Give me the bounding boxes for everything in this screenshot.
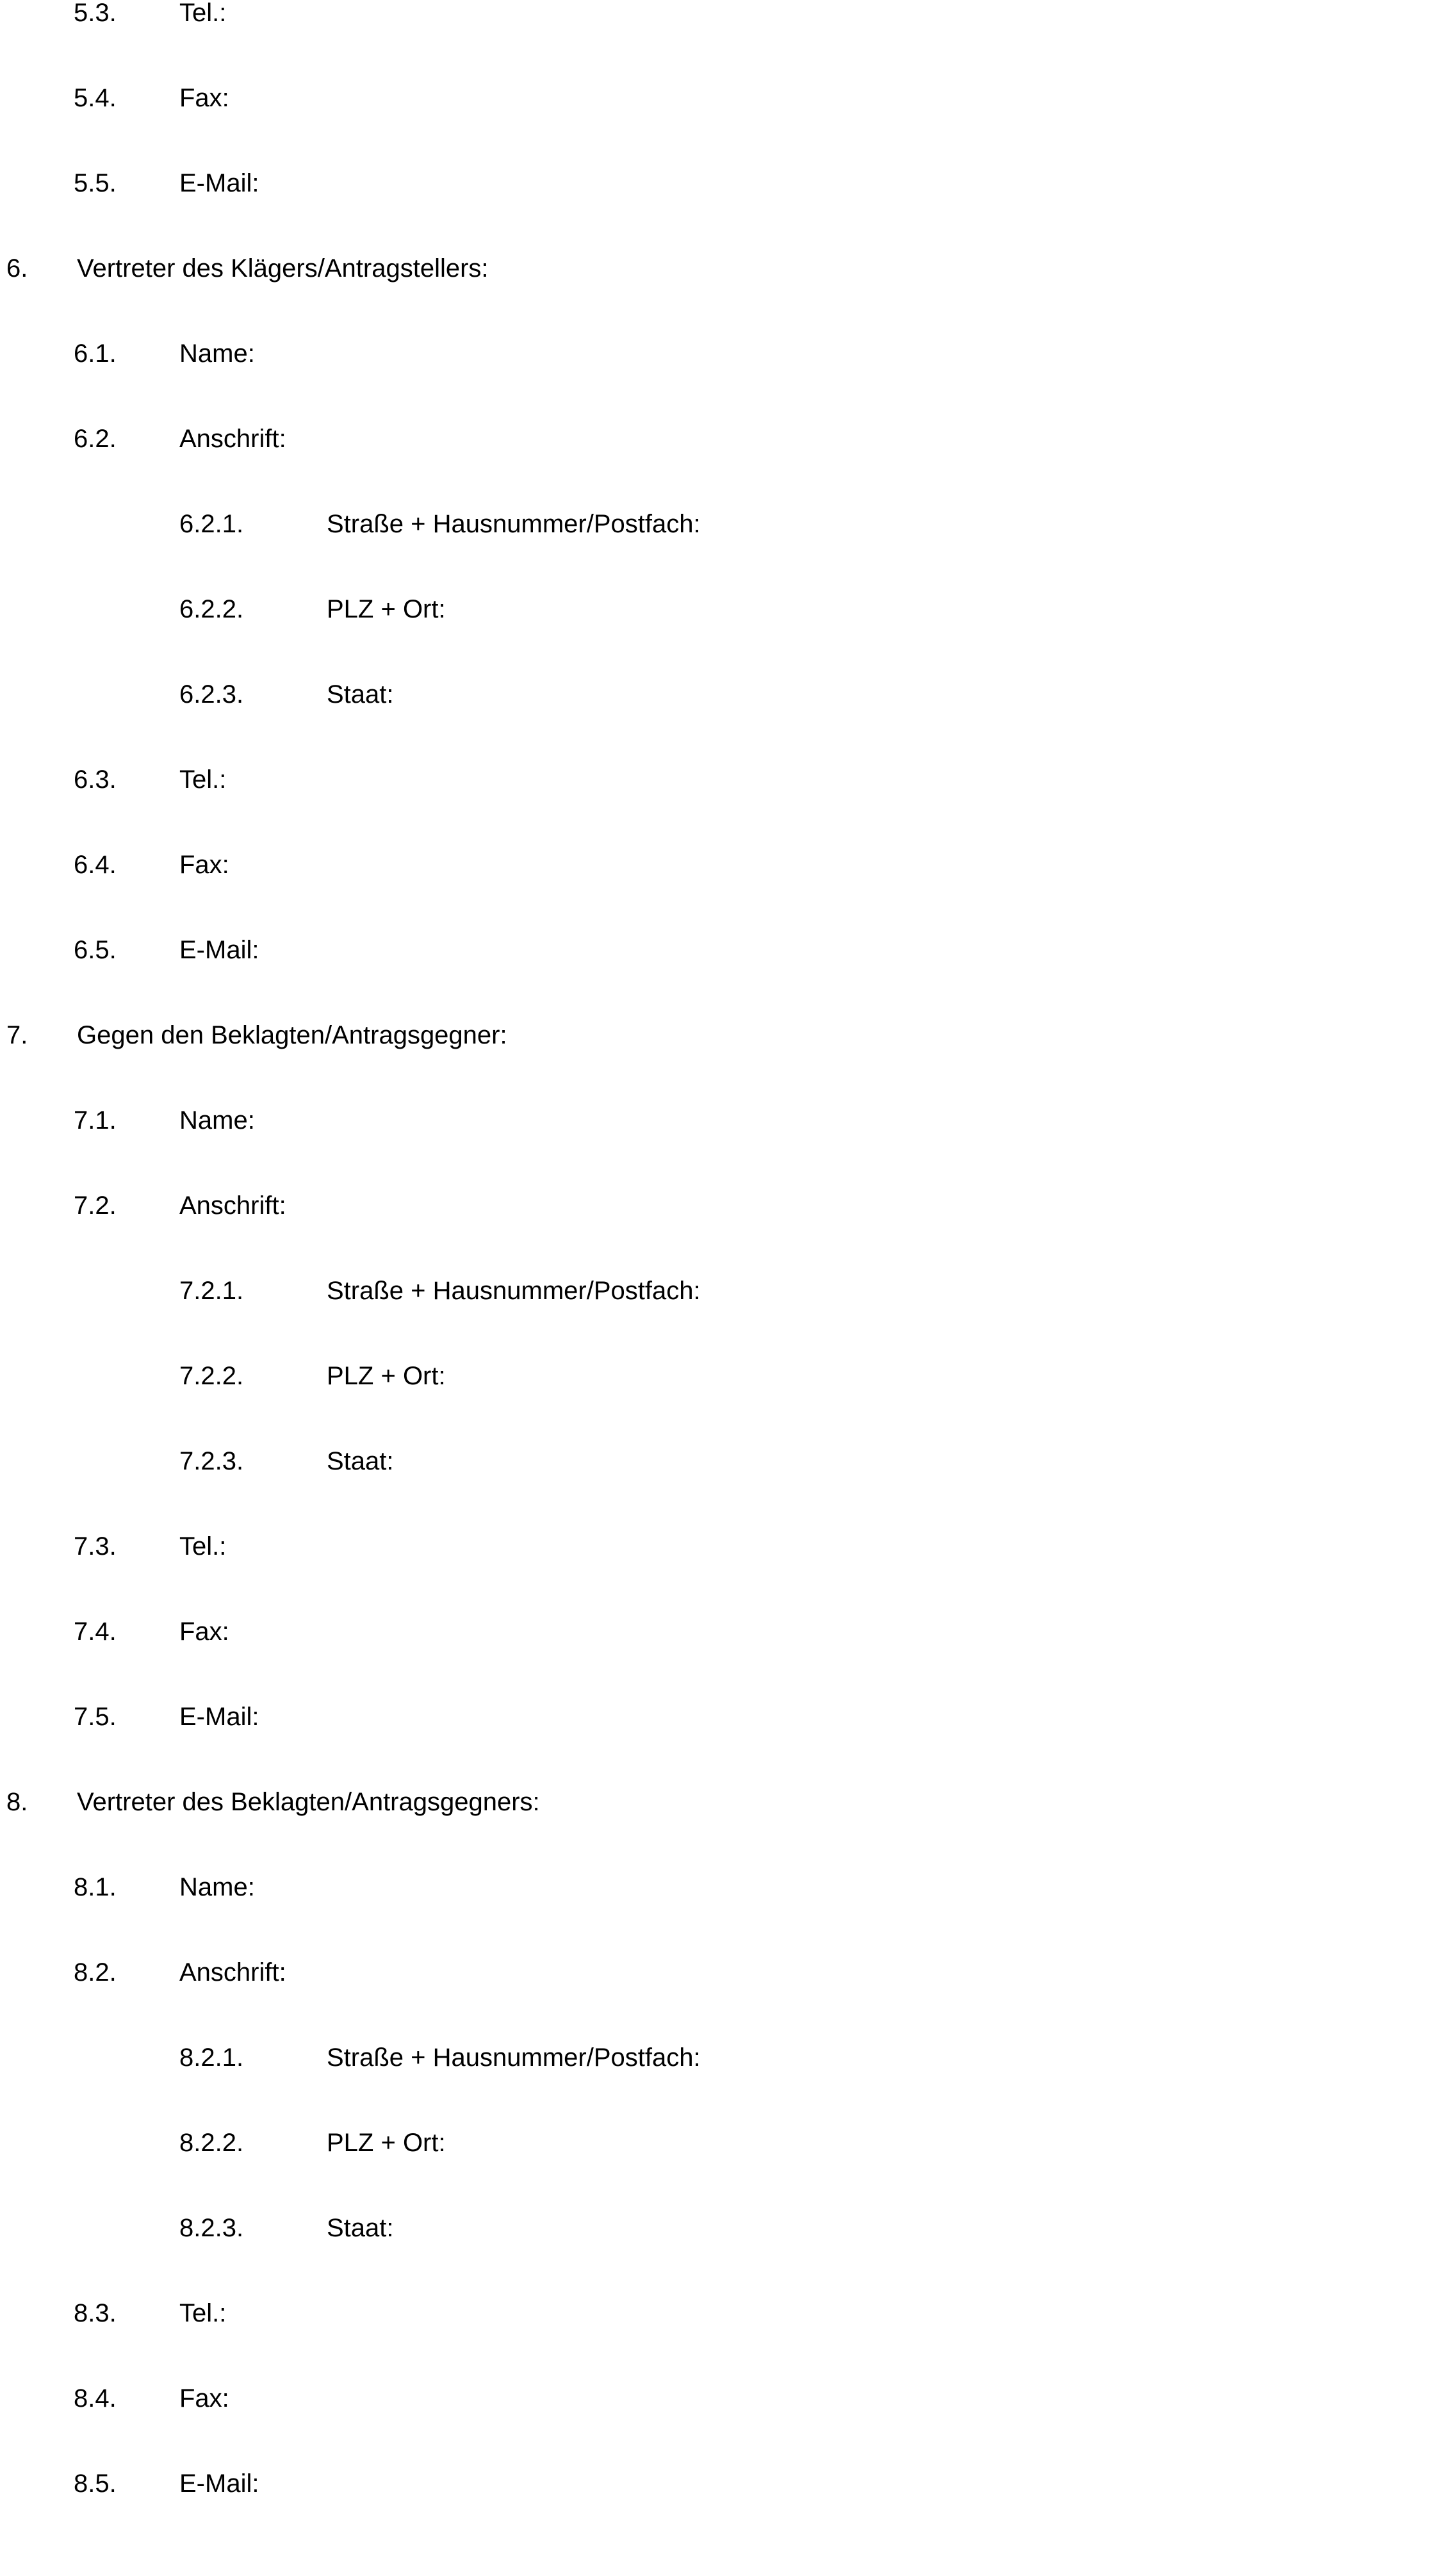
field-label: Straße + Hausnummer/Postfach: [327,510,701,538]
field-label: Name: [179,1873,255,1901]
form-field-row [0,2130,1456,2215]
field-label: Fax: [179,851,229,879]
field-label: Tel.: [179,1532,227,1561]
field-label: Anschrift: [179,1192,286,1220]
field-label: Gegen den Beklagten/Antragsgegner: [77,1021,507,1049]
field-number: 8.4. [74,2384,117,2413]
form-field-row [0,1789,1456,1874]
field-label: E-Mail: [179,936,259,964]
form-field-row [0,2215,1456,2300]
field-number: 7.2.2. [179,1362,244,1390]
field-number: 7. [6,1021,28,1049]
form-field-row [0,2300,1456,2386]
field-number: 7.2.3. [179,1447,244,1475]
form-field-row [0,511,1456,596]
field-label: E-Mail: [179,2470,259,2498]
field-label: Fax: [179,2384,229,2413]
form-field-row [0,1874,1456,1960]
field-label: Vertreter des Beklagten/Antragsgegners: [77,1788,540,1816]
field-label: E-Mail: [179,1703,259,1731]
field-label: PLZ + Ort: [327,1362,446,1390]
field-number: 5.3. [74,0,117,27]
form-field-row [0,937,1456,1022]
field-label: PLZ + Ort: [327,595,446,623]
form-field-row [0,1022,1456,1108]
form-field-row [0,256,1456,341]
field-label: Tel.: [179,766,227,794]
field-number: 6.2.2. [179,595,244,623]
field-number: 7.2. [74,1192,117,1220]
form-field-row [0,767,1456,852]
field-label: Straße + Hausnummer/Postfach: [327,2044,701,2072]
field-number: 7.1. [74,1106,117,1135]
field-label: Straße + Hausnummer/Postfach: [327,1277,701,1305]
field-number: 7.2.1. [179,1277,244,1305]
field-number: 8.2.1. [179,2044,244,2072]
form-field-row [0,426,1456,511]
form-field-row [0,1108,1456,1193]
field-number: 6.2.3. [179,680,244,709]
form-field-row [0,682,1456,767]
field-number: 8.1. [74,1873,117,1901]
field-label: Staat: [327,680,394,709]
form-field-row [0,852,1456,937]
form-field-row [0,2471,1456,2556]
form-field-row [0,85,1456,170]
field-label: Anschrift: [179,1958,286,1987]
field-number: 8.3. [74,2299,117,2327]
field-label: Tel.: [179,0,227,27]
form-field-row [0,1704,1456,1789]
field-label: Tel.: [179,2299,227,2327]
field-number: 8.2. [74,1958,117,1987]
form-field-row [0,2045,1456,2130]
form-field-row [0,1960,1456,2045]
field-number: 6.1. [74,340,117,368]
form-field-row [0,1448,1456,1534]
form-field-row [0,596,1456,682]
field-number: 6.2. [74,425,117,453]
field-label: Name: [179,340,255,368]
field-label: Anschrift: [179,425,286,453]
form-field-row [0,1193,1456,1278]
form-field-row [0,170,1456,256]
field-number: 7.4. [74,1618,117,1646]
field-number: 5.5. [74,169,117,197]
form-field-row [0,0,1456,85]
form-field-row [0,1363,1456,1448]
form-field-row [0,1278,1456,1363]
field-label: Vertreter des Klägers/Antragstellers: [77,254,489,283]
field-number: 6. [6,254,28,283]
field-number: 6.2.1. [179,510,244,538]
form-field-row [0,341,1456,426]
field-label: E-Mail: [179,169,259,197]
field-number: 6.3. [74,766,117,794]
form-field-row [0,1619,1456,1704]
field-number: 8. [6,1788,28,1816]
field-number: 8.5. [74,2470,117,2498]
field-number: 8.2.2. [179,2129,244,2157]
form-field-row [0,1534,1456,1619]
field-number: 7.3. [74,1532,117,1561]
field-number: 6.5. [74,936,117,964]
field-label: Staat: [327,2214,394,2242]
field-number: 7.5. [74,1703,117,1731]
field-number: 6.4. [74,851,117,879]
field-label: Name: [179,1106,255,1135]
form-field-row [0,2386,1456,2471]
field-label: PLZ + Ort: [327,2129,446,2157]
field-label: Fax: [179,1618,229,1646]
field-label: Fax: [179,84,229,112]
field-number: 5.4. [74,84,117,112]
field-label: Staat: [327,1447,394,1475]
field-number: 8.2.3. [179,2214,244,2242]
